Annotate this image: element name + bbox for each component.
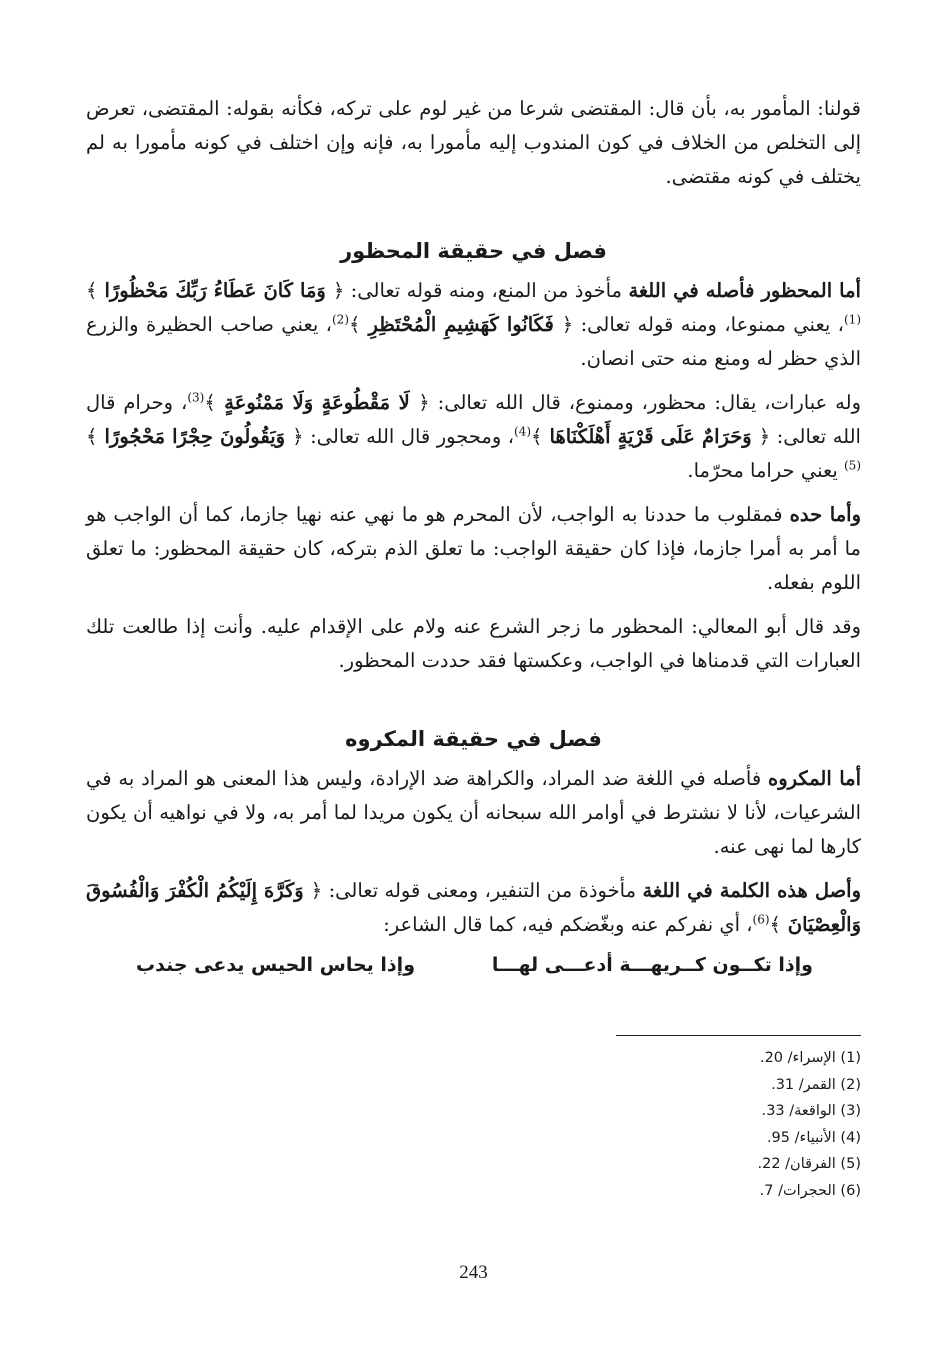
footnote-4: (4) الأنبياء/ 95.: [766, 1129, 861, 1146]
body-text: ، أي نفركم عنه وبغّضكم فيه، كما قال الشاعر:: [383, 913, 753, 936]
body-text: وله عبارات، يقال: محظور، وممنوع، قال الله تعالى:: [429, 391, 861, 414]
quran-quote: [204, 391, 429, 414]
body-text: يعني حراما محرّما.: [687, 459, 844, 482]
brace-open: ﴿: [561, 313, 574, 336]
brace-open: ﴿: [418, 391, 430, 414]
quran-quote: [531, 425, 770, 448]
quran-quote: [86, 425, 304, 448]
lead-text: أما المحظور فأصله في اللغة: [628, 279, 861, 302]
section-title-mahzur: فصل في حقيقة المحظور: [340, 239, 607, 263]
body-text: فأصله في اللغة ضد المراد، والكراهة ضد الإرادة، وليس هذا المعنى هو المراد به في الشرعيات، لأنا لا نشترط في أوامر الله سبحانه أن يكون مريدا لما أمر به، ولا في نواهيه أن يكون كارها لما نهى عنه.: [86, 767, 861, 858]
makruh-paragraph-1: [86, 762, 861, 864]
body-text: ، وحرام قال الله تعالى:: [86, 391, 861, 448]
quran-quote: [349, 313, 573, 336]
page-number: 243: [459, 1262, 488, 1283]
makruh-paragraph-2: [86, 874, 861, 942]
footnote-1: (1) الإسراء/ 20.: [759, 1050, 861, 1066]
footnote-ref: (4): [514, 424, 532, 439]
brace-open: ﴿: [758, 425, 771, 448]
footnote-divider: [616, 1035, 861, 1036]
quran-quote: [86, 279, 344, 302]
footnote-2: (2) القمر/ 31.: [771, 1076, 861, 1093]
quote-text: وَمَا كَانَ عَطَاءُ رَبِّكَ مَحْظُورًا: [104, 279, 326, 302]
body-text: ، ومحجور قال الله تعالى:: [303, 425, 515, 448]
footnote-ref: (5): [843, 458, 861, 473]
quote-text: وَحَرَامٌ عَلَى قَرْيَةٍ أَهْلَكْنَاهَا: [549, 425, 752, 448]
main-text: [86, 92, 861, 982]
footnotes: [757, 1045, 861, 1204]
body-text: مأخوذ من المنع، ومنه قوله تعالى:: [344, 279, 629, 302]
footnote-6: (6) الحجرات/ 7.: [759, 1182, 861, 1199]
footnote-ref: (3): [187, 390, 205, 405]
footnote-5: (5) الفرقان/ 22.: [757, 1156, 861, 1172]
mahzur-paragraph-3: [86, 498, 861, 600]
body-text: فمقلوب ما حددنا به الواجب، لأن المحرم هو ما نهي عنه نهيا جازما، كما أن الواجب هو ما أمر به أمرا جازما، فإذا كان حقيقة الواجب: ما تعلق الذم بتركه، كان حقيقة المحظور: ما تعلق اللوم بفعله.: [86, 503, 861, 594]
body-text: ، يعني ممنوعا، ومنه قوله تعالى:: [573, 313, 844, 336]
quote-text: وَيَقُولُونَ حِجْرًا مَحْجُورًا: [104, 425, 286, 448]
brace-close: ﴾: [86, 279, 98, 302]
mahzur-paragraph-4: وقد قال أبو المعالي: المحظور ما زجر الشرع عنه ولام على الإقدام عليه. وأنت إذا طالعت تلك العبارات التي قدمناها في الواجب، وعكستها فقد حددت المحظور.: [86, 615, 861, 672]
lead-text: وأصل هذه الكلمة في اللغة: [642, 879, 861, 902]
mahzur-paragraph-2: [86, 386, 861, 488]
footnote-ref: (2): [331, 312, 349, 327]
brace-open: ﴿: [310, 879, 323, 902]
body-text: مأخوذة من التنفير، ومعنى قوله تعالى:: [322, 879, 643, 902]
quote-text: لَا مَقْطُوعَةٍ وَلَا مَمْنُوعَةٍ: [224, 391, 410, 414]
intro-paragraph: قولنا: المأمور به، بأن قال: المقتضى شرعا من غير لوم على تركه، فكأنه بقوله: المقتضى، تعرض إلى التخلص من الخلاف في كون المندوب إليه مأمورا به، فإنه وإن اختلف في كونه مأمورا به لم يختلف في كونه مقتضى.: [86, 97, 861, 188]
lead-text: أما المكروه: [768, 767, 861, 790]
verse-second-hemistich: وإذا يحاس الحيس يدعى جندب: [136, 954, 416, 976]
verse-first-hemistich: وإذا تكــون كــريهـــة أدعـــى لهـــا: [491, 954, 813, 976]
brace-close: ﴾: [769, 913, 781, 936]
brace-close: ﴾: [86, 425, 98, 448]
quote-text: فَكَانُوا كَهَشِيمِ الْمُحْتَظِرِ: [368, 313, 554, 336]
footnote-ref: (6): [752, 912, 770, 927]
brace-close: ﴾: [204, 391, 216, 414]
footnote-3: (3) الواقعة/ 33.: [761, 1103, 861, 1119]
brace-close: ﴾: [531, 425, 543, 448]
quote-text: وَكَرَّهَ إِلَيْكُمُ الْكُفْرَ وَالْفُسُوقَ وَالْعِصْيَانَ: [86, 879, 861, 936]
brace-close: ﴾: [349, 313, 361, 336]
mahzur-paragraph-1: [86, 274, 861, 376]
brace-open: ﴿: [292, 425, 304, 448]
brace-open: ﴿: [332, 279, 345, 302]
lead-text: وأما حده: [789, 503, 861, 526]
section-title-makruh: فصل في حقيقة المكروه: [345, 727, 602, 751]
poetry-verse: [136, 948, 813, 982]
footnote-ref: (1): [843, 312, 861, 327]
body-text: ، يعني صاحب الحظيرة والزرع الذي حظر له ومنع منه حتى انصان.: [86, 313, 861, 370]
